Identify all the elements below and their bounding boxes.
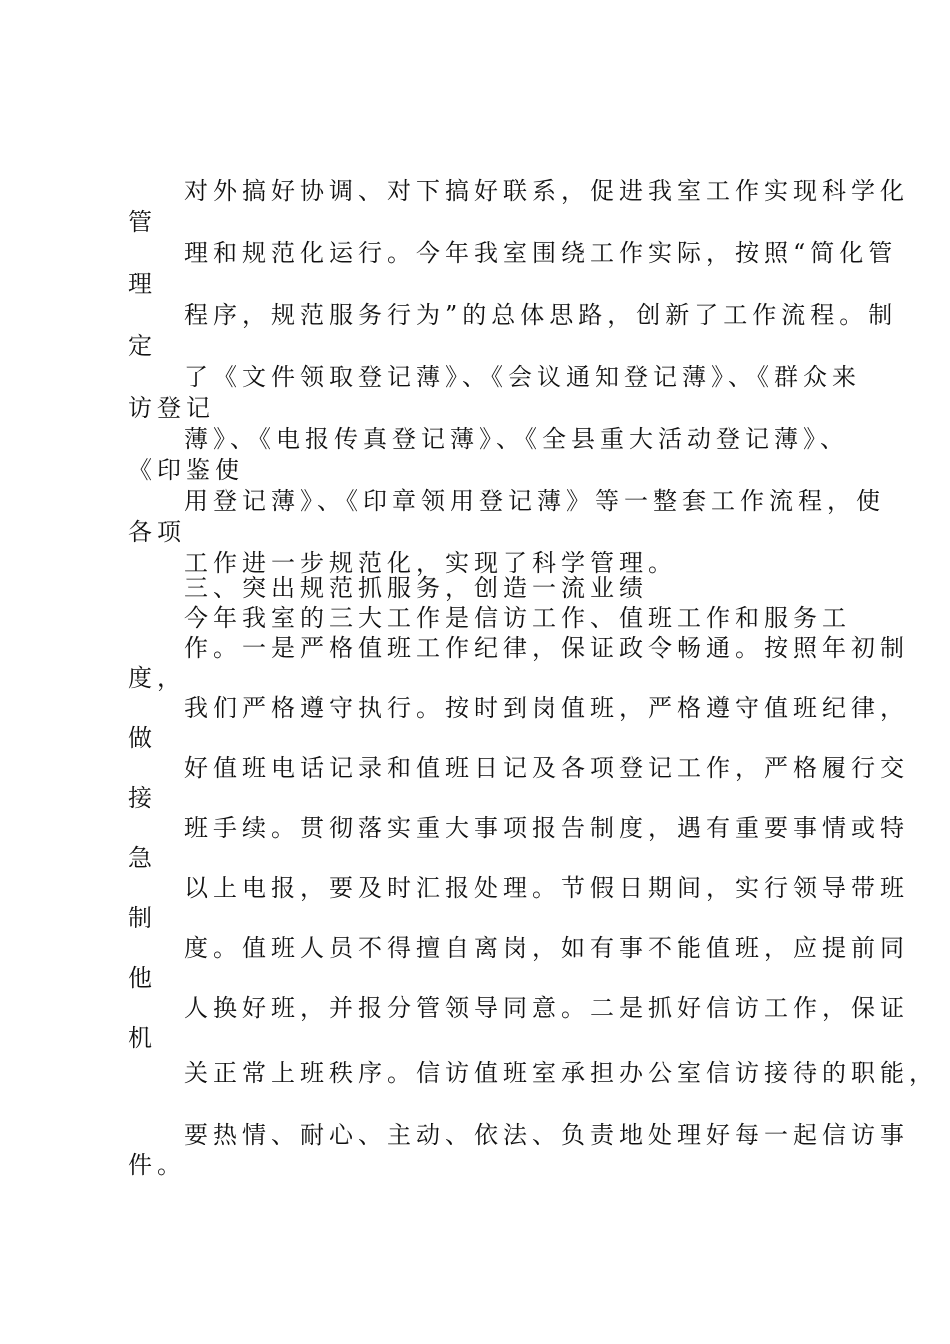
text-line: 作。一是严格值班工作纪律，保证政令畅通。按照年初制 bbox=[184, 634, 909, 662]
text-line-wrap: 度， bbox=[128, 664, 186, 692]
text-line: 好值班电话记录和值班日记及各项登记工作，严格履行交 bbox=[184, 754, 909, 782]
text-line: 工作进一步规范化，实现了科学管理。 bbox=[184, 549, 677, 577]
text-line: 度。值班人员不得擅自离岗，如有事不能值班，应提前同 bbox=[184, 934, 909, 962]
text-line: 薄》、《电报传真登记薄》、《全县重大活动登记薄》、 bbox=[184, 425, 849, 453]
paragraph-petition-b bbox=[128, 1120, 909, 1180]
text-line: 程序，规范服务行为”的总体思路，创新了工作流程。制 bbox=[184, 301, 898, 329]
text-line: 班手续。贯彻落实重大事项报告制度，遇有重要事情或特 bbox=[184, 814, 909, 842]
text-line-wrap: 机 bbox=[128, 1024, 157, 1052]
text-line: 对外搞好协调、对下搞好联系，促进我室工作实现科学化 bbox=[184, 177, 909, 205]
text-line-wrap: 定 bbox=[128, 332, 157, 360]
text-line-wrap: 《印鉴使 bbox=[128, 456, 244, 484]
text-line: 理和规范化运行。今年我室围绕工作实际，按照“简化管 bbox=[184, 239, 898, 267]
section-heading: 三、突出规范抓服务，创造一流业绩 bbox=[184, 574, 648, 602]
text-line: 关正常上班秩序。信访值班室承担办公室信访接待的职能， bbox=[184, 1059, 938, 1087]
text-line-wrap: 件。 bbox=[128, 1151, 186, 1179]
text-line: 了《文件领取登记薄》、《会议通知登记薄》、《群众来 bbox=[184, 363, 861, 391]
text-line-wrap: 他 bbox=[128, 964, 157, 992]
text-line-wrap: 接 bbox=[128, 784, 157, 812]
text-line: 以上电报，要及时汇报处理。节假日期间，实行领导带班 bbox=[184, 874, 909, 902]
paragraph-duty bbox=[128, 633, 909, 1053]
section-heading-block bbox=[128, 573, 851, 633]
text-line: 要热情、耐心、主动、依法、负责地处理好每一起信访事 bbox=[184, 1121, 909, 1149]
text-line-wrap: 制 bbox=[128, 904, 157, 932]
text-line: 我们严格遵守执行。按时到岗值班，严格遵守值班纪律， bbox=[184, 694, 909, 722]
text-line-wrap: 管 bbox=[128, 208, 157, 236]
text-line: 人换好班，并报分管领导同意。二是抓好信访工作，保证 bbox=[184, 994, 909, 1022]
text-line: 用登记薄》、《印章领用登记薄》等一整套工作流程，使 bbox=[184, 487, 885, 515]
paragraph-petition-a bbox=[128, 1058, 938, 1088]
paragraph-workflow bbox=[128, 176, 909, 579]
text-line-wrap: 访登记 bbox=[128, 394, 215, 422]
text-line-wrap: 理 bbox=[128, 270, 157, 298]
text-line-wrap: 各项 bbox=[128, 518, 186, 546]
text-line: 今年我室的三大工作是信访工作、值班工作和服务工 bbox=[184, 604, 851, 632]
text-line-wrap: 急 bbox=[128, 844, 157, 872]
text-line-wrap: 做 bbox=[128, 724, 157, 752]
